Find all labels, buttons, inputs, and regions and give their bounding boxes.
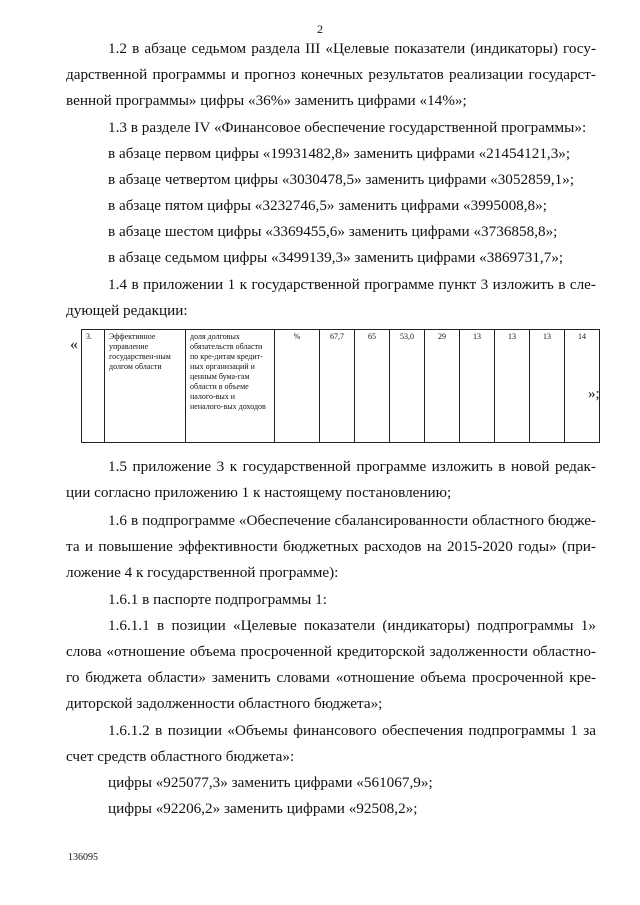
document-code: 136095 bbox=[68, 852, 98, 863]
text-line: венной программы» цифры «36%» заменить цифрами «14%»; bbox=[66, 92, 467, 109]
text-line: в абзаце первом цифры «19931482,8» заменить цифрами «21454121,3»; bbox=[108, 145, 571, 162]
table-cell-value: 13 bbox=[460, 330, 495, 443]
text-line: диторской задолженности областного бюджета»; bbox=[66, 695, 383, 712]
table-cell-value: 67,7 bbox=[320, 330, 355, 443]
text-line: дарственной программы и прогноз конечных результатов реализации государст- bbox=[66, 66, 596, 83]
table-cell-number: 3. bbox=[82, 330, 105, 443]
table-cell-value: 65 bbox=[355, 330, 390, 443]
table-cell-value: 14 bbox=[565, 330, 600, 443]
text-line: 1.5 приложение 3 к государственной программе изложить в новой редак- bbox=[108, 458, 596, 475]
text-line: 1.6.1.1 в позиции «Целевые показатели (индикаторы) подпрограммы 1» bbox=[108, 617, 596, 634]
text-line: цифры «925077,3» заменить цифрами «561067,9»; bbox=[108, 774, 433, 791]
table-cell-indicator: доля долговых обязательств области по кре-дитам кредит-ных организаций и ценным бума-гам области в объеме налого-вых и неналого-вых доходов bbox=[186, 330, 275, 443]
page-number: 2 bbox=[317, 22, 323, 36]
text-line: 1.6 в подпрограмме «Обеспечение сбалансированности областного бюдже- bbox=[108, 512, 596, 529]
table-cell-unit: % bbox=[275, 330, 320, 443]
table-cell-value: 29 bbox=[425, 330, 460, 443]
opening-quote: « bbox=[70, 336, 78, 353]
text-line: в абзаце четвертом цифры «3030478,5» заменить цифрами «3052859,1»; bbox=[108, 171, 575, 188]
text-line: слова «отношение объема просроченной кредиторской задолженности областно- bbox=[66, 643, 596, 660]
text-line: цифры «92206,2» заменить цифрами «92508,2»; bbox=[108, 800, 418, 817]
text-line: в абзаце пятом цифры «3232746,5» заменить цифрами «3995008,8»; bbox=[108, 197, 547, 214]
table-cell-value: 13 bbox=[530, 330, 565, 443]
text-line: ложение 4 к государственной программе): bbox=[66, 564, 339, 581]
table-cell-value: 53,0 bbox=[390, 330, 425, 443]
text-line: 1.6.1.2 в позиции «Объемы финансового обеспечения подпрограммы 1 за bbox=[108, 722, 596, 739]
text-line: 1.3 в разделе IV «Финансовое обеспечение государственной программы»: bbox=[108, 119, 587, 136]
text-line: та и повышение эффективности бюджетных расходов на 2015-2020 годы» (при- bbox=[66, 538, 596, 555]
text-line: го бюджета области» заменить словами «отношение объема просроченной кре- bbox=[66, 669, 596, 686]
indicator-table bbox=[81, 329, 600, 443]
table-row bbox=[82, 330, 600, 443]
text-line: в абзаце седьмом цифры «3499139,3» заменить цифрами «3869731,7»; bbox=[108, 249, 564, 266]
text-line: 1.2 в абзаце седьмом раздела III «Целевые показатели (индикаторы) госу- bbox=[108, 40, 596, 57]
text-line: счет средств областного бюджета»: bbox=[66, 748, 295, 765]
text-line: 1.4 в приложении 1 к государственной программе пункт 3 изложить в сле- bbox=[108, 276, 596, 293]
closing-quote: »; bbox=[588, 386, 600, 402]
text-line: 1.6.1 в паспорте подпрограммы 1: bbox=[108, 591, 327, 608]
table-cell-name: Эффективное управление государствен-ным долгом области bbox=[105, 330, 186, 443]
text-line: дующей редакции: bbox=[66, 302, 188, 319]
text-line: в абзаце шестом цифры «3369455,6» заменить цифрами «3736858,8»; bbox=[108, 223, 558, 240]
text-line: ции согласно приложению 1 к настоящему постановлению; bbox=[66, 484, 452, 501]
table-cell-value: 13 bbox=[495, 330, 530, 443]
